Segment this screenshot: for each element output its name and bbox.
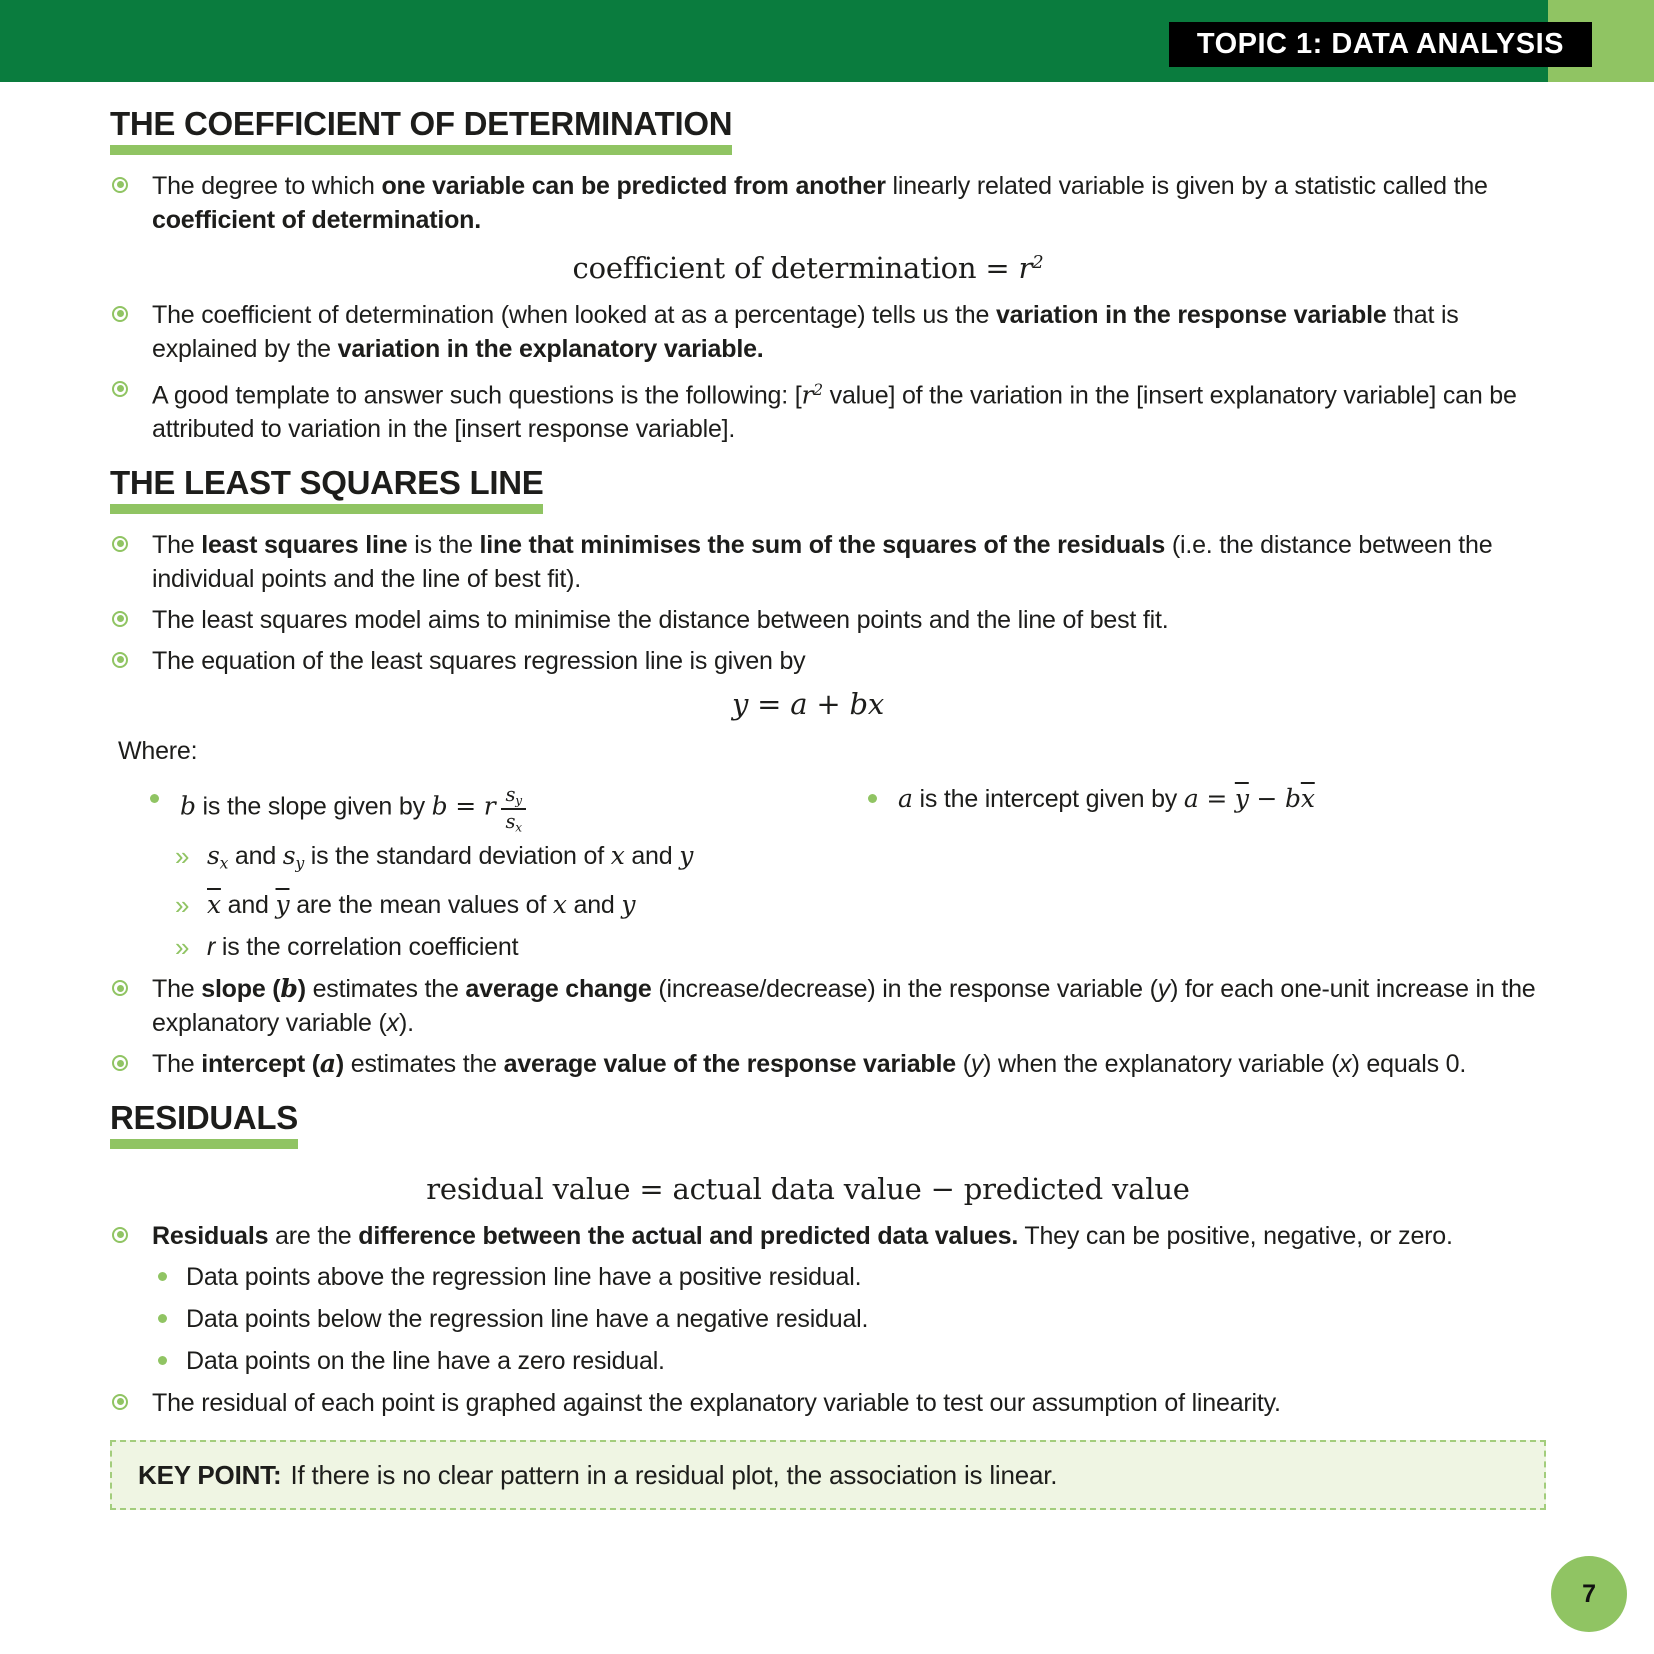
bullet-item <box>110 169 1546 237</box>
bullet-text: The slope (b) estimates the average change (increase/decrease) in the response variable (y) for each one-unit increase in the explanatory variable (x). <box>152 974 1536 1038</box>
page-number: 7 <box>1582 1579 1596 1608</box>
dot-bullet-text: Data points below the regression line have a negative residual. <box>186 1304 869 1333</box>
ring-bullet-icon <box>112 1394 128 1410</box>
bullet-item <box>110 298 1546 366</box>
dot-bullet-icon <box>868 794 877 803</box>
page-content <box>110 106 1546 1510</box>
dot-bullet-item <box>158 1344 1546 1378</box>
section-title: RESIDUALS <box>110 1100 298 1149</box>
section-coefficient-of-determination <box>110 106 1546 446</box>
dot-bullet-icon <box>158 1314 167 1323</box>
dot-bullet-item <box>158 1302 1546 1336</box>
keypoint-label: KEY POINT: <box>138 1459 282 1490</box>
section-title: THE LEAST SQUARES LINE <box>110 465 543 514</box>
sub-bullet-item <box>150 782 828 833</box>
dot-bullet-item <box>158 1260 1546 1294</box>
bullet-item <box>110 972 1546 1040</box>
bullet-item <box>110 1386 1546 1420</box>
intercept-definition: a is the intercept given by $a = \overline{y} - b\overline{x}$ <box>898 783 1315 813</box>
topic-title-box <box>1169 22 1592 67</box>
chevron-bullet-item <box>175 839 1546 880</box>
bullet-text: A good template to answer such questions is the following: [$r^2$ value] of the variation in the [insert explanatory variable] can be attributed to variation in the [insert response variable]. <box>152 380 1517 444</box>
slope-definition: b is the slope given by b = r $\frac{sy}{sx}$ <box>180 782 526 833</box>
formula-regression-line: y = a + bx <box>731 686 885 721</box>
where-label: Where: <box>118 736 198 765</box>
bullet-text: The residual of each point is graphed against the explanatory variable to test our assumption of linearity. <box>152 1388 1281 1417</box>
ring-bullet-icon <box>112 1227 128 1243</box>
bullet-text: The least squares model aims to minimise the distance between points and the line of best fit. <box>152 605 1169 634</box>
dot-bullet-text: Data points on the line have a zero residual. <box>186 1346 665 1375</box>
bullet-text: The intercept (a) estimates the average value of the response variable (y) when the explanatory variable (x) equals 0. <box>152 1049 1467 1079</box>
ring-bullet-icon <box>112 980 128 996</box>
keypoint-box <box>110 1440 1546 1510</box>
chevron-bullet-text: $\overline{x}$ and $\overline{y}$ are the mean values of x and y <box>207 890 636 920</box>
ring-bullet-icon <box>112 536 128 552</box>
chevron-bullet-item <box>175 930 1546 964</box>
where-intercept-column <box>828 782 1546 833</box>
bullet-item <box>110 603 1546 637</box>
chevron-bullet-text: r is the correlation coefficient <box>207 933 519 962</box>
chevron-marker-icon: » <box>175 932 190 963</box>
dot-bullet-icon <box>150 794 159 803</box>
ring-bullet-icon <box>112 611 128 627</box>
bullet-item <box>110 1047 1546 1081</box>
where-slope-column <box>110 782 828 833</box>
bullet-text: The least squares line is the line that minimises the sum of the squares of the residuals (i.e. the distance between the individual points and the line of best fit). <box>152 530 1493 593</box>
ring-bullet-icon <box>112 1055 128 1071</box>
chevron-marker-icon: » <box>175 890 190 921</box>
chevron-bullet-item <box>175 888 1546 922</box>
sub-bullet-item <box>868 782 1546 816</box>
formula-r-squared: coefficient of determination = $r^2$ <box>572 250 1044 285</box>
bullet-text: The coefficient of determination (when looked at as a percentage) tells us the variation in the response variable that is explained by the variation in the explanatory variable. <box>152 300 1459 363</box>
topic-title: TOPIC 1: DATA ANALYSIS <box>1196 28 1564 60</box>
bullet-text: The degree to which one variable can be predicted from another linearly related variable is given by a statistic called the coefficient of determination. <box>152 171 1488 234</box>
bullet-text: The equation of the least squares regression line is given by <box>152 646 806 675</box>
chevron-marker-icon: » <box>175 840 190 871</box>
bullet-item <box>110 373 1546 447</box>
dot-bullet-icon <box>158 1272 167 1281</box>
dot-bullet-icon <box>158 1356 167 1365</box>
bullet-text: Residuals are the difference between the actual and predicted data values. They can be positive, negative, or zero. <box>152 1221 1453 1250</box>
section-least-squares-line <box>110 453 1546 1081</box>
bullet-item <box>110 644 1546 678</box>
chevron-bullet-text: sx and sy is the standard deviation of x and y <box>207 840 694 873</box>
ring-bullet-icon <box>112 652 128 668</box>
formula-residual-value: residual value = actual data value − predicted value <box>426 1171 1190 1206</box>
keypoint-text: If there is no clear pattern in a residual plot, the association is linear. <box>290 1459 1058 1490</box>
where-definitions <box>110 782 1546 833</box>
ring-bullet-icon <box>112 306 128 322</box>
dot-bullet-text: Data points above the regression line have a positive residual. <box>186 1262 862 1291</box>
bullet-item <box>110 528 1546 596</box>
page-number-badge <box>1551 1556 1627 1632</box>
section-residuals <box>110 1088 1546 1420</box>
ring-bullet-icon <box>112 381 128 397</box>
section-title: THE COEFFICIENT OF DETERMINATION <box>110 106 732 155</box>
ring-bullet-icon <box>112 177 128 193</box>
bullet-item <box>110 1219 1546 1253</box>
